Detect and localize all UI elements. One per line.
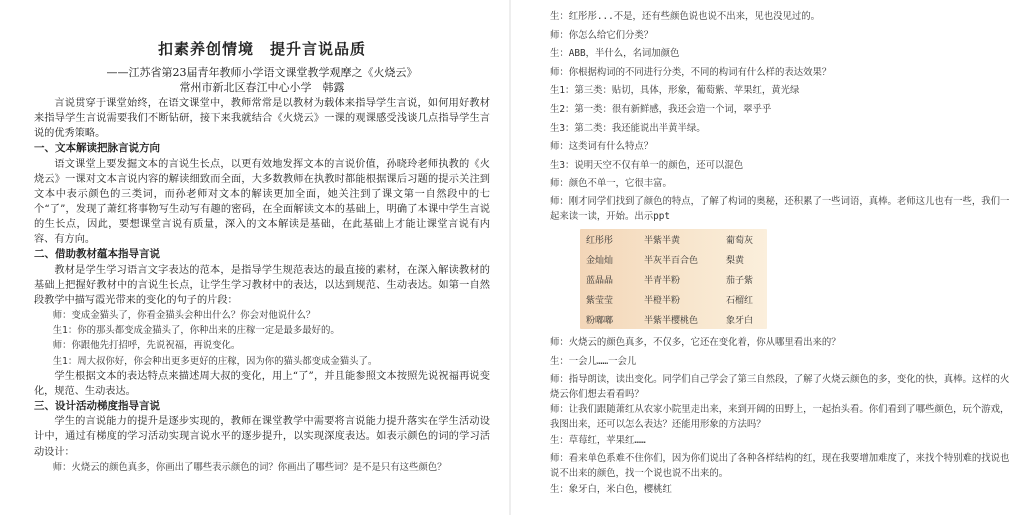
table-cell: 半橙半粉 xyxy=(644,295,681,306)
section-heading-3: 三、设计活动梯度指导言说 xyxy=(34,399,160,412)
dialogue-line: 生2：第一类：很有新鲜感，我还会造一个词，翠乎乎 xyxy=(550,103,772,115)
dialogue-line: 师：火烧云的颜色真多，不仅多，它还在变化着，你从哪里看出来的？ xyxy=(550,337,841,349)
dialogue-line: 师：指导朗读，读出变化。同学们自己学会了第三自然段，了解了火烧云颜色的多，变化的快，真棒。这样的火烧云你们想去看看吗？ xyxy=(550,373,1010,400)
table-cell: 梨黄 xyxy=(726,255,745,266)
table-row xyxy=(580,309,767,329)
dialogue-line: 生：象牙白，米白色，樱桃红 xyxy=(550,484,672,496)
table-row xyxy=(580,229,767,249)
dialogue-line: 生：红彤彤...不是，还有些颜色说也说不出来，见也没见过的。 xyxy=(550,11,821,22)
table-cell: 半紫半樱桃色 xyxy=(644,315,699,326)
table-cell: 葡萄灰 xyxy=(726,235,754,246)
table-cell: 红彤彤 xyxy=(586,235,614,246)
section-heading-1: 一、文本解读把脉言说方向 xyxy=(34,142,160,155)
section-2-summary: 学生根据文本的表达特点来描述周大叔的变化，用上“了”，并且能参照文本按照先说祝福再说变化，规范、生动表达。 xyxy=(34,370,490,397)
table-cell: 半灰半百合色 xyxy=(644,255,699,266)
dialogue-line: 师：你跟他先打招呼，先说祝福，再说变化。 xyxy=(52,340,241,352)
table-cell: 石榴红 xyxy=(726,295,754,306)
dialogue-line: 生：一会儿……一会儿 xyxy=(550,355,637,367)
page-gutter xyxy=(509,0,511,515)
color-words-table xyxy=(580,229,767,329)
section-3-paragraph: 学生的言说能力的提升是逐步实现的，教师在课堂教学中需要将言说能力提升落实在学生活动设计中，通过有梯度的学习活动实现言说水平的逐步提升，以实现深度表达。如表示颜色的词的学习活动设计： xyxy=(34,416,490,458)
table-cell: 茄子紫 xyxy=(726,275,754,286)
dialogue-line: 师：你怎么给它们分类？ xyxy=(550,29,654,41)
dialogue-line: 生3：说明天空不仅有单一的颜色，还可以混色 xyxy=(550,159,744,171)
dialogue-line: 生1：你的那头都变成金猫头了，你种出来的庄稼一定是最多最好的。 xyxy=(52,325,340,337)
dialogue-line: 师：让我们跟随萧红从农家小院里走出来，来到开阔的田野上，一起抬头看。你们看到了哪些颜色，玩个游戏，我图出来，还可以怎么表达？还能用形象的方法吗？ xyxy=(550,403,1010,431)
left-page xyxy=(0,0,508,515)
table-row xyxy=(580,289,767,309)
article-subtitle: ——江苏省第23届青年教师小学语文课堂教学观摩之《火烧云》 xyxy=(106,66,418,79)
dialogue-line: 生1：第三类：贴切，具体，形象，葡萄紫、苹果红，黄光绿 xyxy=(550,85,800,97)
dialogue-line: 师：火烧云的颜色真多，你画出了哪些表示颜色的词？你画出了哪些词？是不是只有这些颜色？ xyxy=(52,461,447,473)
section-heading-2: 二、借助教材蕴本指导言说 xyxy=(34,248,160,261)
dialogue-line: 师：刚才同学们找到了颜色的特点，了解了构词的奥秘，还积累了一些词语，真棒。老师这儿也有一些，我们一起来读一读，开始。出示ppt xyxy=(550,195,1010,223)
dialogue-line: 师：颜色不单一，它很丰富。 xyxy=(550,178,672,190)
dialogue-line: 生：ABB，半什么，名词加颜色 xyxy=(550,48,680,60)
table-cell: 半青半粉 xyxy=(644,275,681,286)
dialogue-line: 师：你根据构词的不同进行分类，不同的构词有什么样的表达效果？ xyxy=(550,66,832,78)
right-page xyxy=(512,0,1024,515)
article-title: 扣素养创情境 提升言说品质 xyxy=(157,40,366,58)
table-cell: 蓝晶晶 xyxy=(586,275,614,286)
table-cell: 象牙白 xyxy=(726,315,754,326)
dialogue-line: 生3：第二类：我还能说出半黄半绿。 xyxy=(550,122,706,134)
table-row xyxy=(580,269,767,289)
table-cell: 紫莹莹 xyxy=(586,295,614,306)
intro-paragraph: 言说贯穿于课堂始终，在语文课堂中，教师常常是以教材为载体来指导学生言说，如何用好教材来指导学生言说需要我们不断钻研，接下来我就结合《火烧云》一课的观课感受浅谈几点指导学生言说的优秀策略。 xyxy=(34,98,490,140)
dialogue-line: 生：草莓红，苹果红…… xyxy=(550,435,646,447)
table-row xyxy=(580,249,767,269)
section-2-paragraph: 教材是学生学习语言文字表达的范本，是指导学生规范表达的最直接的素材，在深入解读教材的基础上把握好教材中的言说生长点，让学生学习教材中的表达，以达到规范、生动表达。如第一自然段教学中描写霞光带来的变化的句子的片段： xyxy=(34,264,490,306)
dialogue-line: 师：这类词有什么特点？ xyxy=(550,141,654,153)
table-cell: 粉嘟嘟 xyxy=(586,315,614,326)
table-cell: 金灿灿 xyxy=(586,255,614,266)
table-cell: 半紫半黄 xyxy=(644,235,681,246)
dialogue-line: 师：看来单色系难不住你们，因为你们说出了各种各样结构的红，现在我要增加难度了，来找个特别难的找说也说不出来的颜色，找一个说也说不出来的。 xyxy=(550,452,1010,480)
section-1-paragraph: 语文课堂上要发掘文本的言说生长点，以更有效地发挥文本的言说价值，孙晓玲老师执教的《火烧云》一课对文本言说内容的解读细致而全面，大多数教师在执教时都能根据课后习题的提示关注到文本中表示颜色的三类词，而孙老师对文本的解读更加全面，她关注到了课文第一自然段中的七个“了”，发现了萧红将事物写生动写有趣的密码，在全面解读文本的基础上，明确了本课中学生言说的生长点，因此，要想课堂言说有质量，深入的文本解读是基础，在此基础上才能让课堂言说有内容、有方向。 xyxy=(34,158,490,246)
article-author: 常州市新北区春江中心小学 韩露 xyxy=(179,81,345,94)
dialogue-line: 师：变成金猫头了，你看金猫头会种出什么？你会对他说什么？ xyxy=(52,309,316,321)
dialogue-line: 生1：周大叔你好，你会种出更多更好的庄稼，因为你的猫头都变成金猫头了。 xyxy=(52,355,378,367)
